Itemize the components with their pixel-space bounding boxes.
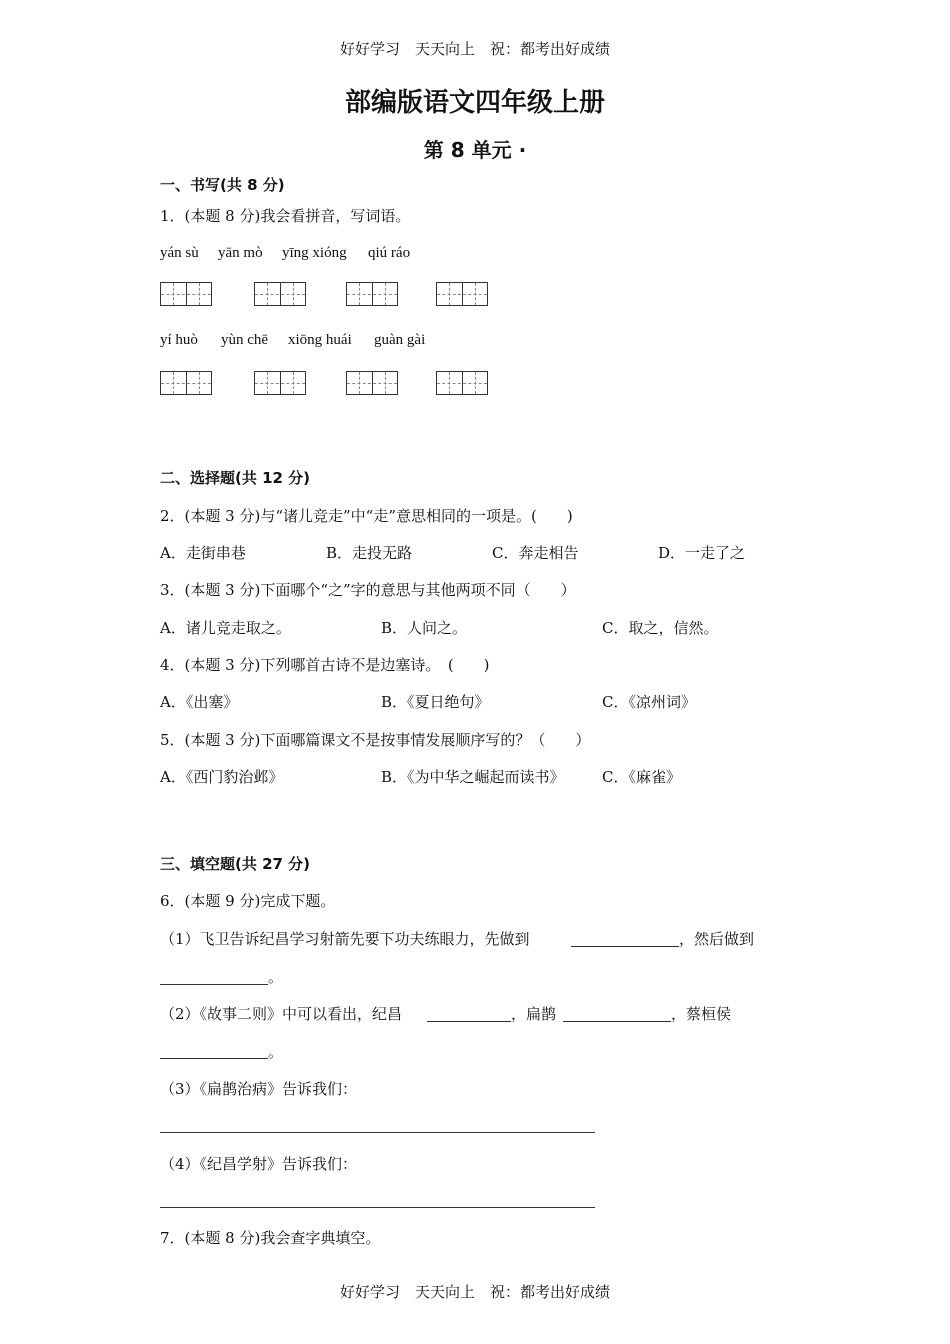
writing-grid[interactable]	[254, 282, 306, 306]
question-6-2-mid: ，扁鹊	[511, 1005, 557, 1023]
question-6-2-cont: ，蔡桓侯	[671, 1005, 732, 1023]
question-6-1-cont: ，然后做到	[679, 930, 755, 948]
pinyin-5: yí huò	[160, 332, 198, 348]
option-5c[interactable]: C．《麻雀》	[602, 768, 681, 786]
pinyin-1: yán sù	[160, 245, 199, 261]
pinyin-8: guàn gài	[374, 332, 426, 348]
question-6-4: （4）《纪昌学射》告诉我们：	[160, 1155, 358, 1173]
option-3b[interactable]: B．人问之。	[381, 619, 468, 637]
question-6: 6．(本题 9 分)完成下题。	[160, 892, 336, 910]
answer-blank[interactable]	[571, 946, 679, 947]
question-7: 7．(本题 8 分)我会查字典填空。	[160, 1229, 381, 1247]
option-2b[interactable]: B．走投无路	[326, 544, 413, 562]
section-fill-heading: 三、填空题(共 27 分)	[160, 855, 311, 873]
option-4c[interactable]: C．《凉州词》	[602, 693, 696, 711]
answer-blank[interactable]	[563, 1021, 671, 1022]
question-6-3: （3）《扁鹊治病》告诉我们：	[160, 1080, 358, 1098]
page-subtitle: 第 8 单元 ·	[423, 138, 527, 162]
answer-line[interactable]	[160, 1207, 595, 1208]
question-6-1-end: 。	[268, 968, 284, 986]
option-3c[interactable]: C．取之，信然。	[602, 619, 719, 637]
writing-grid[interactable]	[254, 371, 306, 395]
question-5: 5．(本题 3 分)下面哪篇课文不是按事情发展顺序写的？（ ）	[160, 731, 591, 749]
pinyin-4: qiú ráo	[368, 245, 411, 261]
writing-grid[interactable]	[160, 371, 212, 395]
option-2d[interactable]: D．一走了之	[658, 544, 746, 562]
option-2a[interactable]: A．走街串巷	[160, 544, 246, 562]
page-footer: 好好学习 天天向上 祝：都考出好成绩	[339, 1283, 610, 1301]
page-header: 好好学习 天天向上 祝：都考出好成绩	[339, 40, 610, 58]
writing-grid[interactable]	[346, 282, 398, 306]
writing-grid[interactable]	[346, 371, 398, 395]
question-4: 4．(本题 3 分)下列哪首古诗不是边塞诗。 ( )	[160, 656, 490, 674]
option-5a[interactable]: A．《西门豹治邺》	[160, 768, 284, 786]
answer-blank[interactable]	[427, 1021, 511, 1022]
writing-grid[interactable]	[436, 282, 488, 306]
pinyin-2: yān mò	[218, 245, 263, 261]
question-6-2-end: 。	[268, 1043, 284, 1061]
answer-blank[interactable]	[160, 1058, 268, 1059]
option-5b[interactable]: B．《为中华之崛起而读书》	[381, 768, 565, 786]
pinyin-6: yùn chē	[221, 332, 269, 348]
option-4b[interactable]: B．《夏日绝句》	[381, 693, 490, 711]
option-4a[interactable]: A．《出塞》	[160, 693, 239, 711]
section-choice-heading: 二、选择题(共 12 分)	[160, 469, 311, 487]
writing-grid[interactable]	[160, 282, 212, 306]
section-writing-heading: 一、书写(共 8 分)	[160, 176, 285, 194]
answer-blank[interactable]	[160, 984, 268, 985]
option-3a[interactable]: A．诸儿竞走取之。	[160, 619, 291, 637]
question-6-2: （2）《故事二则》中可以看出，纪昌	[160, 1005, 403, 1023]
question-6-1: （1）飞卫告诉纪昌学习射箭先要下功夫练眼力，先做到	[160, 930, 530, 948]
option-2c[interactable]: C．奔走相告	[492, 544, 579, 562]
question-2: 2．(本题 3 分)与“诸儿竞走”中“走”意思相同的一项是。( )	[160, 507, 573, 525]
answer-line[interactable]	[160, 1132, 595, 1133]
pinyin-7: xiōng huái	[288, 332, 352, 348]
pinyin-3: yīng xióng	[282, 245, 347, 261]
question-3: 3．(本题 3 分)下面哪个“之”字的意思与其他两项不同（ ）	[160, 581, 576, 599]
question-1: 1．(本题 8 分)我会看拼音，写词语。	[160, 207, 411, 225]
page-title: 部编版语文四年级上册	[344, 88, 605, 118]
writing-grid[interactable]	[436, 371, 488, 395]
